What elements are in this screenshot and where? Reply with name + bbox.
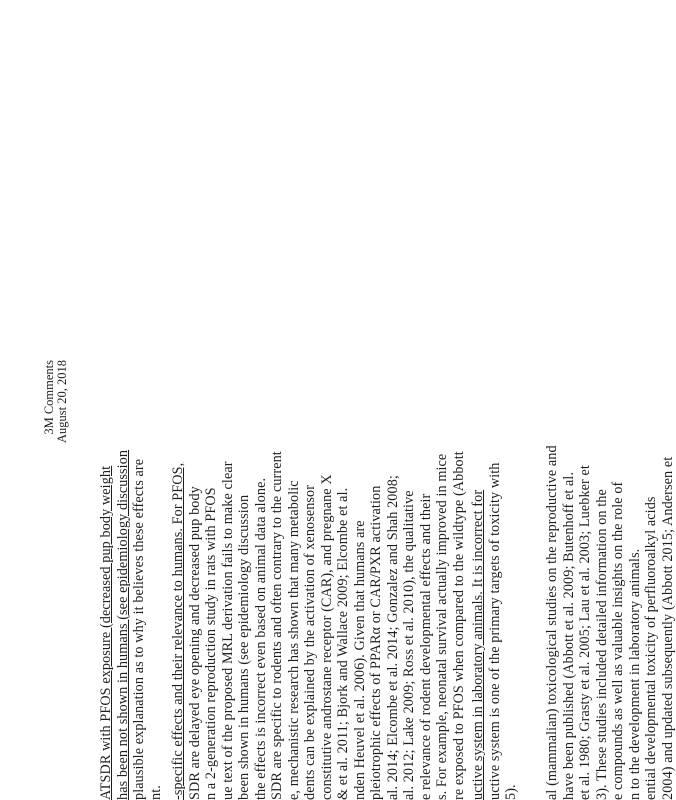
text-line: s. For example, neonatal survival actually improved in mice [434,453,450,800]
text-line: have been published (Abbott et al. 2009; Butenhoff et al. [560,471,577,800]
text-line: ATSDR with PFOS exposure (decreased pup body weight [98,465,114,800]
text-line: re exposed to PFOS when compared to the wildtype (Abbott [450,451,467,800]
text-line: SDR are specific to rodents and often contrary to the current [269,451,285,800]
text-line: dents can be explained by the activation of xenosensor [302,484,318,800]
text-line: SDR are delayed eye opening and decreased pup body [186,486,203,800]
text-line: constitutive androstane receptor (CAR), and pregnane X [318,474,335,800]
text-line: et al. 1980; Grasty et al. 2005; Lau et al. 2003; Luebker et [577,465,593,800]
text-line: n to the development in laboratory animals. [626,548,643,800]
text-line: the effects is incorrect even based on animal data alone. [252,477,269,800]
text-line: uctive system is one of the primary targets of toxicity with [486,462,503,800]
text-line: nden Heuvel et al. 2006). Given that humans are [351,520,368,800]
text-line: ue text of the proposed MRL derivation fails to make clear [219,461,236,800]
header-date: August 20, 2018 [55,360,69,443]
text-line: 5). [503,784,519,800]
text-line: been shown in humans (see epidemiology discussion [236,494,252,800]
text-line: uctive system in laboratory animals. It is incorrect for [470,489,486,800]
text-line: & et al. 2011; Bjork and Wallace 2009; Elcombe et al. [335,487,351,800]
text-line: pleiotrophic effects of PPARα or CAR/PXR activation [368,485,384,800]
text-line: al. 2014; Elcombe et al. 2014; Gonzalez and Shah 2008; [384,475,401,800]
text-line: al. 2012; Lake 2009; Ross et al. 2010), the qualitative [401,490,417,800]
text-line: n a 2-generation reproduction study in rats with PFOS [203,487,219,800]
text-line: -specific effects and their relevance to humans. For PFOS, [170,462,186,800]
text-line: e compounds as well as valuable insights on the role of [610,481,626,800]
text-line: plausible explanation as to why it believes these effects are [131,458,147,800]
text-line: nt. [147,785,164,800]
text-line: 2004) and updated subsequently (Abbott 2015; Andersen et [659,456,676,800]
text-line: 3). These studies included detailed information on the [593,489,610,800]
text-line: e relevance of rodent developmental effects and their [417,493,434,800]
text-line: e, mechanistic research has shown that many metabolic [285,480,302,800]
text-line: has been not shown in humans (see epidemiology discussion [114,449,131,800]
text-line: al (mammalian) toxicological studies on the reproductive and [544,445,560,800]
text-line: ential developmental toxicity of perfluoroalkyl acids [643,496,659,800]
header-org: 3M Comments [42,360,56,435]
